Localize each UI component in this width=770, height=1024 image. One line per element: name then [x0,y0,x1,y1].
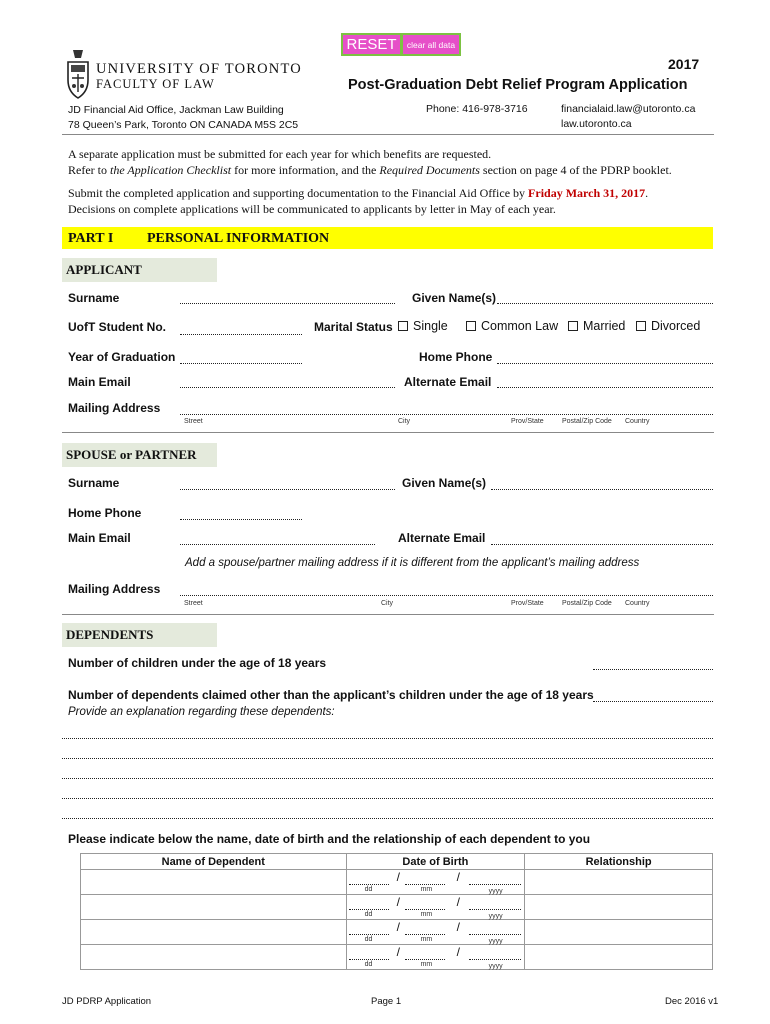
spouse-prov-hint: Prov/State [511,600,544,607]
dependent-table-instructions: Please indicate below the name, date of birth and the relationship of each dependent to you [68,832,591,846]
checkbox-icon[interactable] [398,321,408,331]
clear-all-data-button[interactable]: clear all data [401,33,461,56]
marital-status-label: Marital Status [314,320,393,334]
table-row [81,920,713,945]
col-name-header: Name of Dependent [81,854,347,870]
spouse-postal-hint: Postal/Zip Code [562,600,612,607]
marital-divorced-option[interactable]: Divorced [636,319,700,333]
part-number: PART I [68,231,114,246]
form-title: Post-Graduation Debt Relief Program Application [348,77,688,93]
address-prov-hint: Prov/State [511,418,544,425]
explanation-line-4[interactable] [62,798,713,799]
dependent-name-cell[interactable] [81,945,347,970]
spouse-divider [62,614,714,615]
part-title: PERSONAL INFORMATION [147,231,330,246]
dependent-relationship-cell[interactable] [525,870,713,895]
applicant-mailing-label: Mailing Address [68,401,161,415]
address-city-hint: City [398,418,411,425]
checkbox-icon[interactable] [466,321,476,331]
explanation-line-1[interactable] [62,738,713,739]
office-address-line2: 78 Queen’s Park, Toronto ON CANADA M5S 2C5 [68,119,299,131]
intro-paragraph-2: Submit the completed application and supporting documentation to the Financial Aid Office by Friday March 31, 2017. Decisions on complete applications will be communicated to applicants by letter in May of each year. [68,186,649,216]
footer-version: Dec 2016 v1 [665,996,719,1007]
spouse-address-note: Add a spouse/partner mailing address if it is different from the applicant’s mailing address [185,557,640,569]
other-dependents-label: Number of dependents claimed other than the applicant’s children under the age of 18 years [68,688,594,702]
spouse-alt-email-label: Alternate Email [398,531,486,545]
university-name: UNIVERSITY OF TORONTO [96,61,302,77]
applicant-mailing-field[interactable] [180,414,713,415]
dependent-relationship-cell[interactable] [525,895,713,920]
other-dependents-field[interactable] [593,701,713,702]
applicant-given-label: Given Name(s) [412,291,497,305]
table-row [81,895,713,920]
dependents-section-heading: DEPENDENTS [62,623,217,647]
spouse-home-phone-label: Home Phone [68,506,142,520]
applicant-surname-label: Surname [68,291,120,305]
explanation-line-3[interactable] [62,778,713,779]
applicant-main-email-field[interactable] [180,387,395,388]
spouse-alt-email-field[interactable] [491,544,713,545]
explanation-prompt: Provide an explanation regarding these dependents: [68,706,335,718]
dependent-name-cell[interactable] [81,895,347,920]
dependent-name-cell[interactable] [81,870,347,895]
spouse-main-email-label: Main Email [68,531,131,545]
footer-page-number: Page 1 [371,996,402,1007]
graduation-year-field[interactable] [180,363,302,364]
explanation-line-5[interactable] [62,818,713,819]
marital-common-law-option[interactable]: Common Law [466,319,558,333]
applicant-home-phone-field[interactable] [497,363,713,364]
address-postal-hint: Postal/Zip Code [562,418,612,425]
address-country-hint: Country [625,418,650,425]
university-crest-icon [65,48,91,100]
marital-single-option[interactable]: Single [398,319,448,333]
applicant-main-email-label: Main Email [68,375,131,389]
col-dob-header: Date of Birth [346,854,525,870]
spouse-section-heading: SPOUSE or PARTNER [62,443,217,467]
col-relationship-header: Relationship [525,854,713,870]
dependent-dob-cell[interactable]: / / dd mm yyyy [346,870,525,895]
table-row [81,945,713,970]
dependent-dob-cell[interactable]: / / dd mm yyyy [346,895,525,920]
checkbox-icon[interactable] [636,321,646,331]
spouse-street-hint: Street [184,600,203,607]
table-row [81,870,713,895]
spouse-main-email-field[interactable] [180,544,375,545]
office-address-line1: JD Financial Aid Office, Jackman Law Building [68,104,284,116]
spouse-country-hint: Country [625,600,650,607]
explanation-line-2[interactable] [62,758,713,759]
children-count-field[interactable] [593,669,713,670]
spouse-given-field[interactable] [491,489,713,490]
intro-paragraph-1: A separate application must be submitted for each year for which benefits are requested. Refer to the Application Checklist for more information, and the Required Documents section on page 4 of the PDRP booklet. [68,147,672,177]
dependent-dob-cell[interactable]: / / dd mm yyyy [346,945,525,970]
faculty-name: FACULTY OF LAW [96,77,215,91]
spouse-surname-label: Surname [68,476,120,490]
office-phone: Phone: 416-978-3716 [426,103,528,115]
dependent-relationship-cell[interactable] [525,920,713,945]
dependent-dob-cell[interactable]: / / dd mm yyyy [346,920,525,945]
reset-button[interactable]: RESET [341,33,402,56]
applicant-alt-email-label: Alternate Email [404,375,492,389]
children-count-label: Number of children under the age of 18 years [68,656,327,670]
spouse-home-phone-field[interactable] [180,519,302,520]
applicant-home-phone-label: Home Phone [419,350,493,364]
checkbox-icon[interactable] [568,321,578,331]
office-website: law.utoronto.ca [561,118,632,130]
spouse-mailing-field[interactable] [180,595,713,596]
graduation-year-label: Year of Graduation [68,350,176,364]
marital-married-option[interactable]: Married [568,319,625,333]
applicant-surname-field[interactable] [180,303,395,304]
spouse-given-label: Given Name(s) [402,476,487,490]
spouse-mailing-label: Mailing Address [68,582,161,596]
applicant-alt-email-field[interactable] [497,387,713,388]
applicant-given-field[interactable] [497,303,713,304]
student-number-field[interactable] [180,334,302,335]
spouse-surname-field[interactable] [180,489,395,490]
applicant-section-heading: APPLICANT [62,258,217,282]
header-divider [62,134,714,135]
address-street-hint: Street [184,418,203,425]
applicant-divider [62,432,714,433]
dependents-table [80,853,713,970]
spouse-city-hint: City [381,600,394,607]
footer-form-name: JD PDRP Application [62,996,152,1007]
dependent-name-cell[interactable] [81,920,347,945]
student-number-label: UofT Student No. [68,320,166,334]
office-email: financialaid.law@utoronto.ca [561,103,696,115]
dependent-relationship-cell[interactable] [525,945,713,970]
form-year: 2017 [668,56,700,72]
